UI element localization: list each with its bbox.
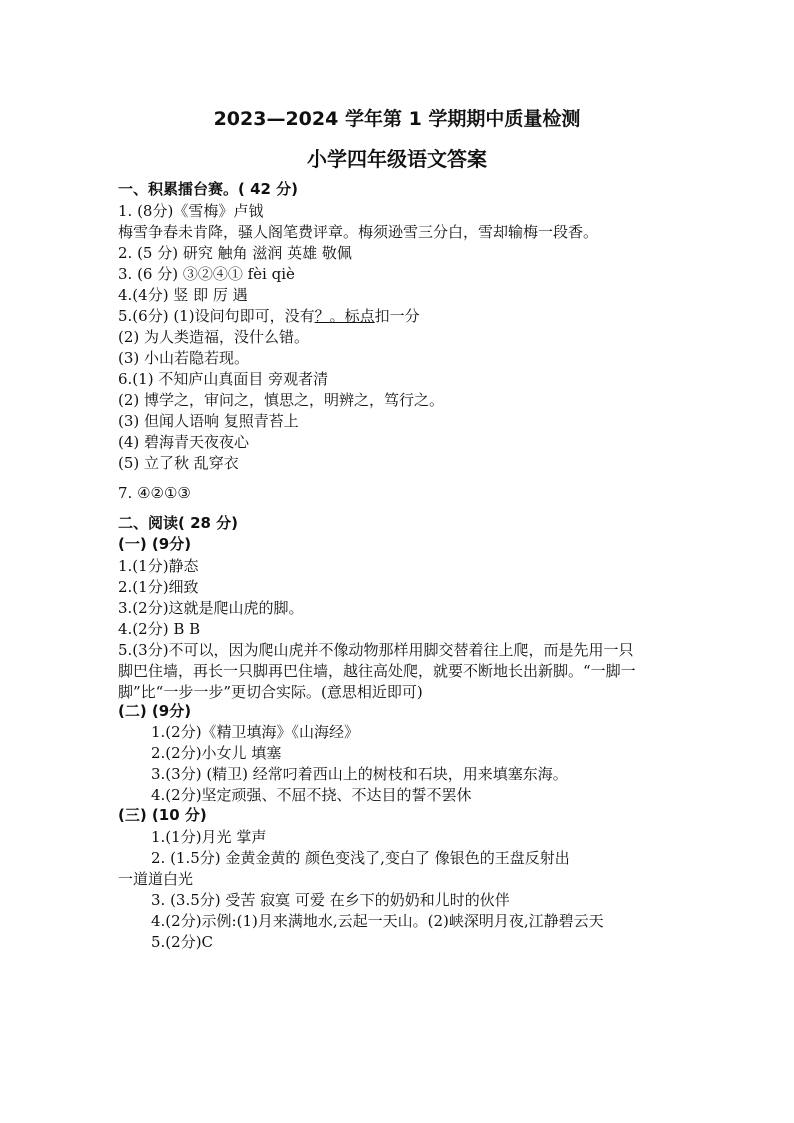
answer-line: 3.(3分) (精卫) 经常叼着西山上的树枝和石块，用来填塞东海。: [151, 765, 568, 783]
answer-line: 1.(2分)《精卫填海》《山海经》: [151, 723, 360, 741]
section-2-heading: 二、阅读( 28 分): [118, 514, 239, 532]
subsection-heading: (二) (9分): [118, 702, 192, 720]
answer-line: 4.(2分)坚定顽强、不屈不挠、不达目的誓不罢休: [151, 786, 472, 804]
answer-line: 6.(1) 不知庐山真面目 旁观者清: [118, 370, 329, 388]
answer-line: (2) 博学之，审问之，慎思之，明辨之，笃行之。: [118, 391, 445, 409]
answer-line: [118, 306, 420, 326]
answer-line: 4.(2分)示例:(1)月来满地水,云起一天山。(2)峡深明月夜,江静碧云天: [151, 912, 604, 930]
underlined-text: ？。标点: [314, 307, 375, 325]
answer-line: 5.(3分)不可以，因为爬山虎并不像动物那样用脚交替着往上爬，而是先用一只: [118, 641, 634, 659]
answer-line: 一道道白光: [118, 870, 194, 888]
answer-text: 扣一分: [374, 307, 420, 325]
answer-line: 1. (8分)《雪梅》卢钺: [118, 202, 264, 220]
answer-line: 2. (1.5分) 金黄金黄的 颜色变浅了,变白了 像银色的王盘反射出: [151, 849, 570, 867]
answer-line: 脚巴住墙，再长一只脚再巴住墙，越往高处爬，就要不断地长出新脚。“一脚一: [118, 662, 636, 680]
page-title: 2023—2024 学年第 1 学期期中质量检测: [213, 108, 581, 130]
answer-line: 1.(1分)静态: [118, 557, 199, 575]
answer-line: 4.(4分) 竖 即 厉 遇: [118, 286, 248, 304]
answer-line: (3) 小山若隐若现。: [118, 349, 250, 367]
answer-line: (5) 立了秋 乱穿衣: [118, 454, 239, 472]
answer-line: (2) 为人类造福，没什么错。: [118, 328, 310, 346]
answer-text: 5.(6分) (1)设问句即可，没有: [118, 307, 315, 325]
subsection-heading: (一) (9分): [118, 535, 192, 553]
page-subtitle: 小学四年级语文答案: [307, 147, 487, 171]
answer-line: 2.(1分)细致: [118, 578, 199, 596]
answer-line: 7. ④②①③: [118, 484, 191, 502]
answer-line: 4.(2分) B B: [118, 620, 201, 638]
answer-line: 3. (6 分) ③②④① fèi qiè: [118, 265, 295, 283]
answer-line: (3) 但闻人语响 复照青苔上: [118, 412, 299, 430]
answer-line: (4) 碧海青天夜夜心: [118, 433, 250, 451]
answer-line: 2. (5 分) 研究 触角 滋润 英雄 敬佩: [118, 244, 352, 262]
answer-line: 3. (3.5分) 受苦 寂寞 可爱 在乡下的奶奶和儿时的伙伴: [151, 891, 510, 909]
section-1-heading: 一、积累擂台赛。( 42 分): [118, 180, 299, 198]
answer-line: 2.(2分)小女儿 填塞: [151, 744, 282, 762]
answer-line: 脚”比“一步一步”更切合实际。(意思相近即可): [118, 683, 423, 701]
answer-line: 1.(1分)月光 掌声: [151, 828, 267, 846]
answer-line: 3.(2分)这就是爬山虎的脚。: [118, 599, 304, 617]
subsection-heading: (三) (10 分): [118, 806, 207, 824]
answer-line: 梅雪争春未肯降，骚人阁笔费评章。梅须逊雪三分白，雪却输梅一段香。: [118, 223, 599, 241]
answer-line: 5.(2分)C: [151, 933, 214, 951]
